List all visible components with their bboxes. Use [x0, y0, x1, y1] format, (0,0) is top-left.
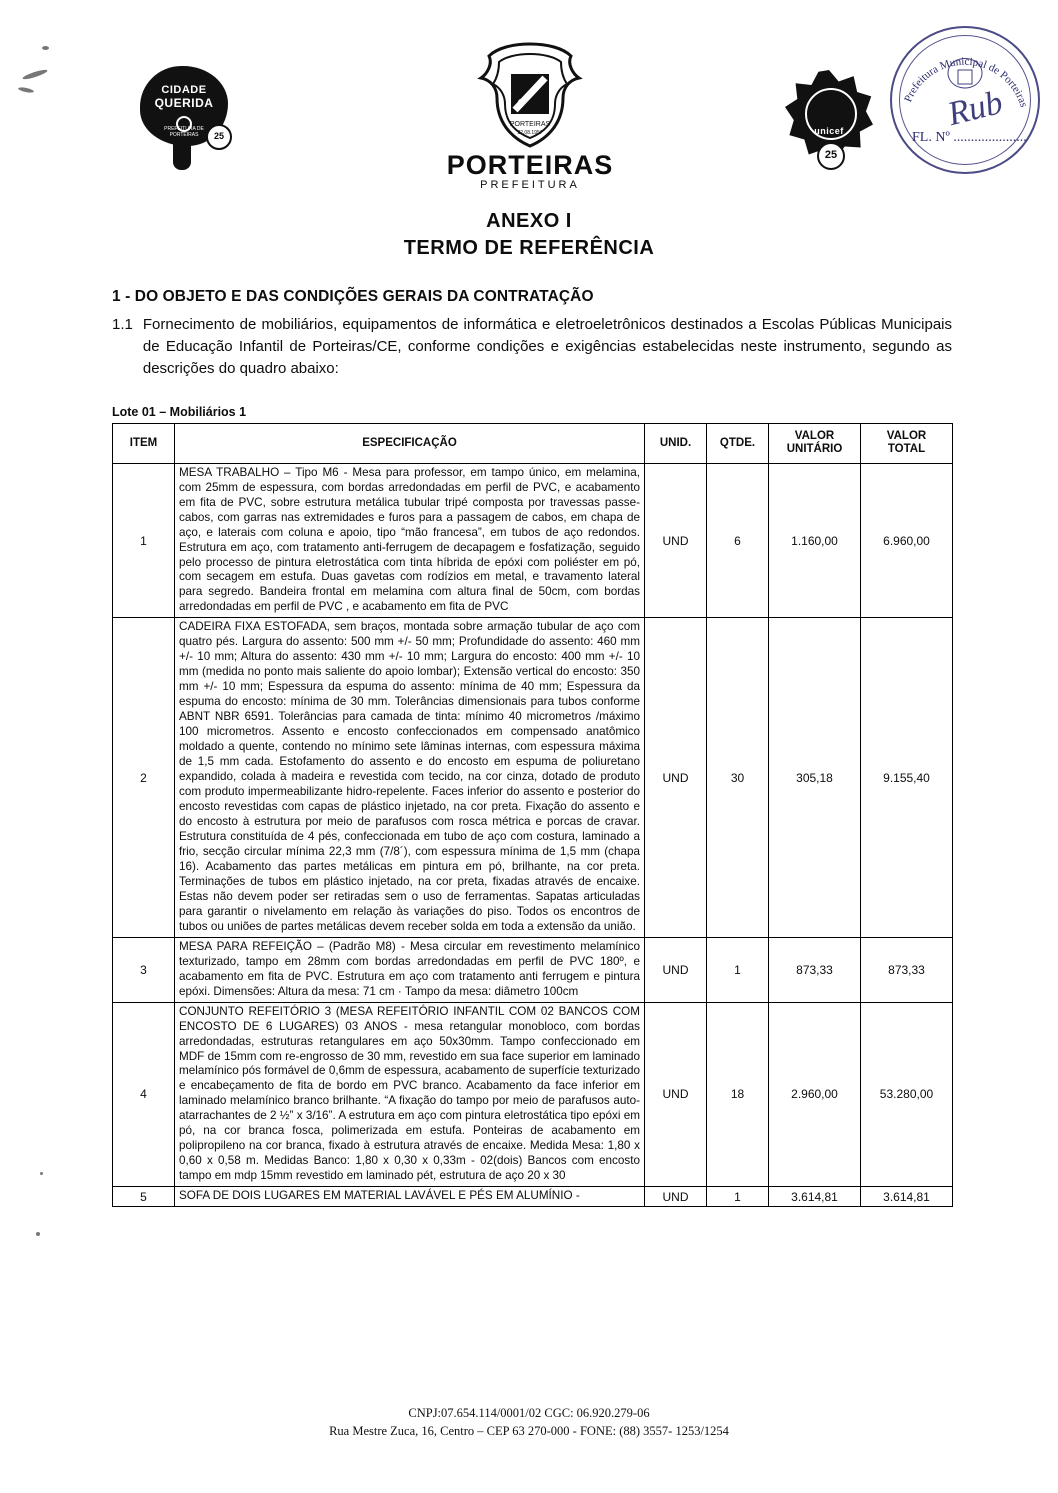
footer-line-cnpj: CNPJ:07.654.114/0001/02 CGC: 06.920.279-06: [408, 1405, 650, 1420]
cell-qtde: 6: [707, 463, 769, 618]
logo-subtitle: PREFEITURA DE PORTEIRAS: [164, 126, 204, 138]
cell-valor-unitario: 3.614,81: [769, 1187, 861, 1207]
brand-block: [400, 150, 660, 191]
page-title-line1: ANEXO I: [486, 210, 572, 232]
brand-name: PORTEIRAS: [446, 150, 614, 180]
logo-anniversary-badge: 25: [206, 124, 232, 150]
cell-unid: UND: [645, 937, 707, 1002]
cell-valor-total: 6.960,00: [861, 463, 953, 618]
cell-unid: UND: [645, 618, 707, 937]
logo-word-querida: QUERIDA: [154, 96, 214, 110]
table-row: [113, 937, 953, 1002]
page-title: [0, 208, 1058, 262]
paragraph-text: Fornecimento de mobiliários, equipamentos de informática e eletroeletrônicos destinados a Escolas Públicas Municipais de Educação Infantil de Porteiras/CE, conforme condições e exigências estabelecidas neste instrumento, segundo as descrições do quadro abaixo:: [142, 316, 952, 377]
column-header-unid: UNID.: [645, 424, 707, 463]
unicef-badge-number: 25: [817, 142, 845, 170]
column-header-valor-total: [861, 424, 953, 463]
table-row: [113, 618, 953, 937]
section-paragraph: [112, 314, 952, 379]
cell-valor-unitario: 1.160,00: [769, 463, 861, 618]
cell-qtde: 1: [707, 937, 769, 1002]
svg-text:22.08.1957: 22.08.1957: [517, 130, 543, 136]
section-heading: 1 - DO OBJETO E DAS CONDIÇÕES GERAIS DA CONTRATAÇÃO: [112, 288, 594, 305]
cell-valor-total: 3.614,81: [861, 1187, 953, 1207]
column-header-especificacao: ESPECIFICAÇÃO: [175, 424, 645, 463]
cell-item: 3: [113, 937, 175, 1002]
brand-subtitle: PREFEITURA: [480, 179, 580, 191]
cell-item: 2: [113, 618, 175, 937]
cell-valor-unitario: 305,18: [769, 618, 861, 937]
unicef-wordmark: unicef: [814, 126, 844, 136]
cell-item: 5: [113, 1187, 175, 1207]
document-footer: [0, 1404, 1058, 1442]
svg-text:Prefeitura Municipal de Portei: Prefeitura Municipal de Porteiras: [902, 55, 1030, 109]
column-header-qtde: QTDE.: [707, 424, 769, 463]
cell-valor-unitario: 2.960,00: [769, 1002, 861, 1187]
svg-text:PORTEIRAS: PORTEIRAS: [509, 121, 551, 128]
stamp-signature: Rub: [944, 83, 1007, 134]
valor-unitario-line2: UNITÁRIO: [786, 443, 843, 456]
cell-qtde: 18: [707, 1002, 769, 1187]
document-header: [0, 0, 1058, 200]
stamp-folha-label: FL. Nº .....................: [912, 130, 1027, 145]
cell-valor-unitario: 873,33: [769, 937, 861, 1002]
cell-valor-total: 53.280,00: [861, 1002, 953, 1187]
logo-stem-shape: [173, 136, 191, 170]
cell-unid: UND: [645, 1187, 707, 1207]
table-row: [113, 1187, 953, 1207]
official-stamp: [890, 26, 1040, 174]
column-header-item: ITEM: [113, 424, 175, 463]
valor-total-line1: VALOR: [886, 430, 927, 443]
cell-unid: UND: [645, 1002, 707, 1187]
cell-especificacao: CONJUNTO REFEITÓRIO 3 (MESA REFEITÓRIO INFANTIL COM 02 BANCOS COM ENCOSTO DE 6 LUGARES) 03 ANOS - mesa retangular monobloco, com bordas arredondadas, estruturas retangulares em aço 50x30mm. Tampo confeccionado em MDF de 15mm com re-engrosso de 30 mm, revestido em sua face superior em laminado melamínico pós formável de 0,6mm de espessura, acabamento de superfície texturizado e encabeçamento de fita de bordo em PVC branco. Acabamento da face inferior em laminado melamínico branco brilhante. “A fixação do tampo por meio de parafusos auto-atarrachantes de 2 ½” x 3/16”. A estrutura em aço com pintura eletrostática tipo epóxi em pó, na cor branca fosca, polimerizada em estufa. Ponteiras de acabamento em polipropileno na cor branca, fixado à estrutura através de encaixe. Medida Mesa: 1,80 x 0,60 x 0,58 m. Medidas Banco: 1,80 x 0,30 x 0,33m - 02(dois) Bancos com encosto tampo em mdp 15mm revestido em laminado pét, estrutura de aço 20 x 30: [175, 1002, 645, 1187]
cell-unid: UND: [645, 463, 707, 618]
valor-total-line2: TOTAL: [887, 443, 926, 456]
cell-item: 4: [113, 1002, 175, 1187]
unicef-seal-logo: [785, 70, 881, 170]
cell-especificacao: MESA PARA REFEIÇÃO – (Padrão M8) - Mesa circular em revestimento melamínico texturizado, tampo em 28mm com bordas arredondadas em perfil de PVC 180º, e acabamento em fita de PVC. Estrutura em aço com tratamento anti ferrugem e pintura epóxi. Dimensões: Altura da mesa: 71 cm · Tampo da mesa: diâmetro 100cm: [175, 937, 645, 1002]
table-header-row: [113, 424, 953, 463]
items-table: [112, 423, 953, 1207]
lote-label: Lote 01 – Mobiliários 1: [112, 405, 247, 420]
table-row: [113, 463, 953, 618]
cell-valor-total: 873,33: [861, 937, 953, 1002]
cell-especificacao: MESA TRABALHO – Tipo M6 - Mesa para professor, em tampo único, em melamina, com 25mm de espessura, com bordas arredondadas em perfil de PVC, e acabamento em fita de PVC, sobre estrutura metálica tubular tripé composta por travessas passe-cabos, com garras nas extremidades e furos para a passagem de cabos, em chapa de aço, e laterais com coluna e apoio, tipo “mão francesa”, em tubos de aço redondos. Estrutura em aço, com tratamento anti-ferrugem de decapagem e fosfatização, seguido pelo processo de pintura eletrostática com tinta híbrida de epóxi com poliéster em pó, com secagem em estufa. Duas gavetas com rodízios em metal, e travamento lateral para segredo. Bandeira frontal em melamina com altura final de 50cm, com bordas arredondadas em perfil de PVC , e acabamento em fita de PVC: [175, 463, 645, 618]
valor-unitario-line1: VALOR: [794, 430, 835, 443]
cell-especificacao: CADEIRA FIXA ESTOFADA, sem braços, montada sobre armação tubular de aço com quatro pés. Largura do assento: 500 mm +/- 50 mm; Profundidade do assento: 460 mm +/- 10 mm; Altura do assento: 430 mm +/- 10 mm; Largura do encosto: 400 mm +/- 10 mm (medida no ponto mais saliente do apoio lombar); Extensão vertical do encosto: 350 mm +/- 10 mm; Espessura da espuma do assento: mínima de 40 mm; Espessura da espuma do encosto: mínima de 30 mm. Tolerâncias dimensionais para tubos conforme ABNT NBR 6591. Tolerâncias para camada de tinta: mínimo 40 micrometros /máximo 100 micrometros. Assento e encosto confeccionados em compensado anatômico moldado a quente, contendo no mínimo sete lâminas internas, com espessura máxima de 1,5 mm cada. Estofamento do assento e do encosto em espuma de poliuretano expandido, colada à madeira e revestida com tecido, na cor cinza, dotado de produto com produto impermeabilizante hidro-repelente. Faces inferior do assento e posterior do encosto revestidas com capas de plástico injetado, na cor preta. Fixação do assento e do encosto à estrutura por meio de parafusos com rosca métrica e porcas de cravar. Estrutura constituída de 4 pés, confeccionada em tubo de aço com costura, laminado a frio, secção circular mínima 22,3 mm (7/8´), com espessura mínima de 1,5 mm (chapa 16). Acabamento das partes metálicas em pintura em pó, brilhante, na cor preta. Terminações de tubos em plástico injetado, na cor preta, fixadas através de encaixe. Estas não devem poder ser retiradas sem o uso de ferramentas. Sapatas articuladas para garantir o nivelamento em relação às variações do piso. Todos os encontros de tubos ou uniões de partes metálicas devem receber solda em toda a extensão da união.: [175, 618, 645, 937]
cell-item: 1: [113, 463, 175, 618]
cell-qtde: 1: [707, 1187, 769, 1207]
coat-of-arms-icon: [467, 40, 593, 150]
page-title-line2: TERMO DE REFERÊNCIA: [403, 237, 655, 259]
cidade-querida-logo: [140, 66, 238, 170]
footer-line-address: Rua Mestre Zuca, 16, Centro – CEP 63 270-000 - FONE: (88) 3557- 1253/1254: [329, 1424, 729, 1439]
cell-especificacao: SOFA DE DOIS LUGARES EM MATERIAL LAVÁVEL E PÉS EM ALUMÍNIO -: [175, 1187, 645, 1207]
paragraph-number: 1.1: [112, 316, 133, 333]
logo-word-cidade: CIDADE: [161, 84, 207, 96]
cell-valor-total: 9.155,40: [861, 618, 953, 937]
column-header-valor-unitario: [769, 424, 861, 463]
table-row: [113, 1002, 953, 1187]
cell-qtde: 30: [707, 618, 769, 937]
